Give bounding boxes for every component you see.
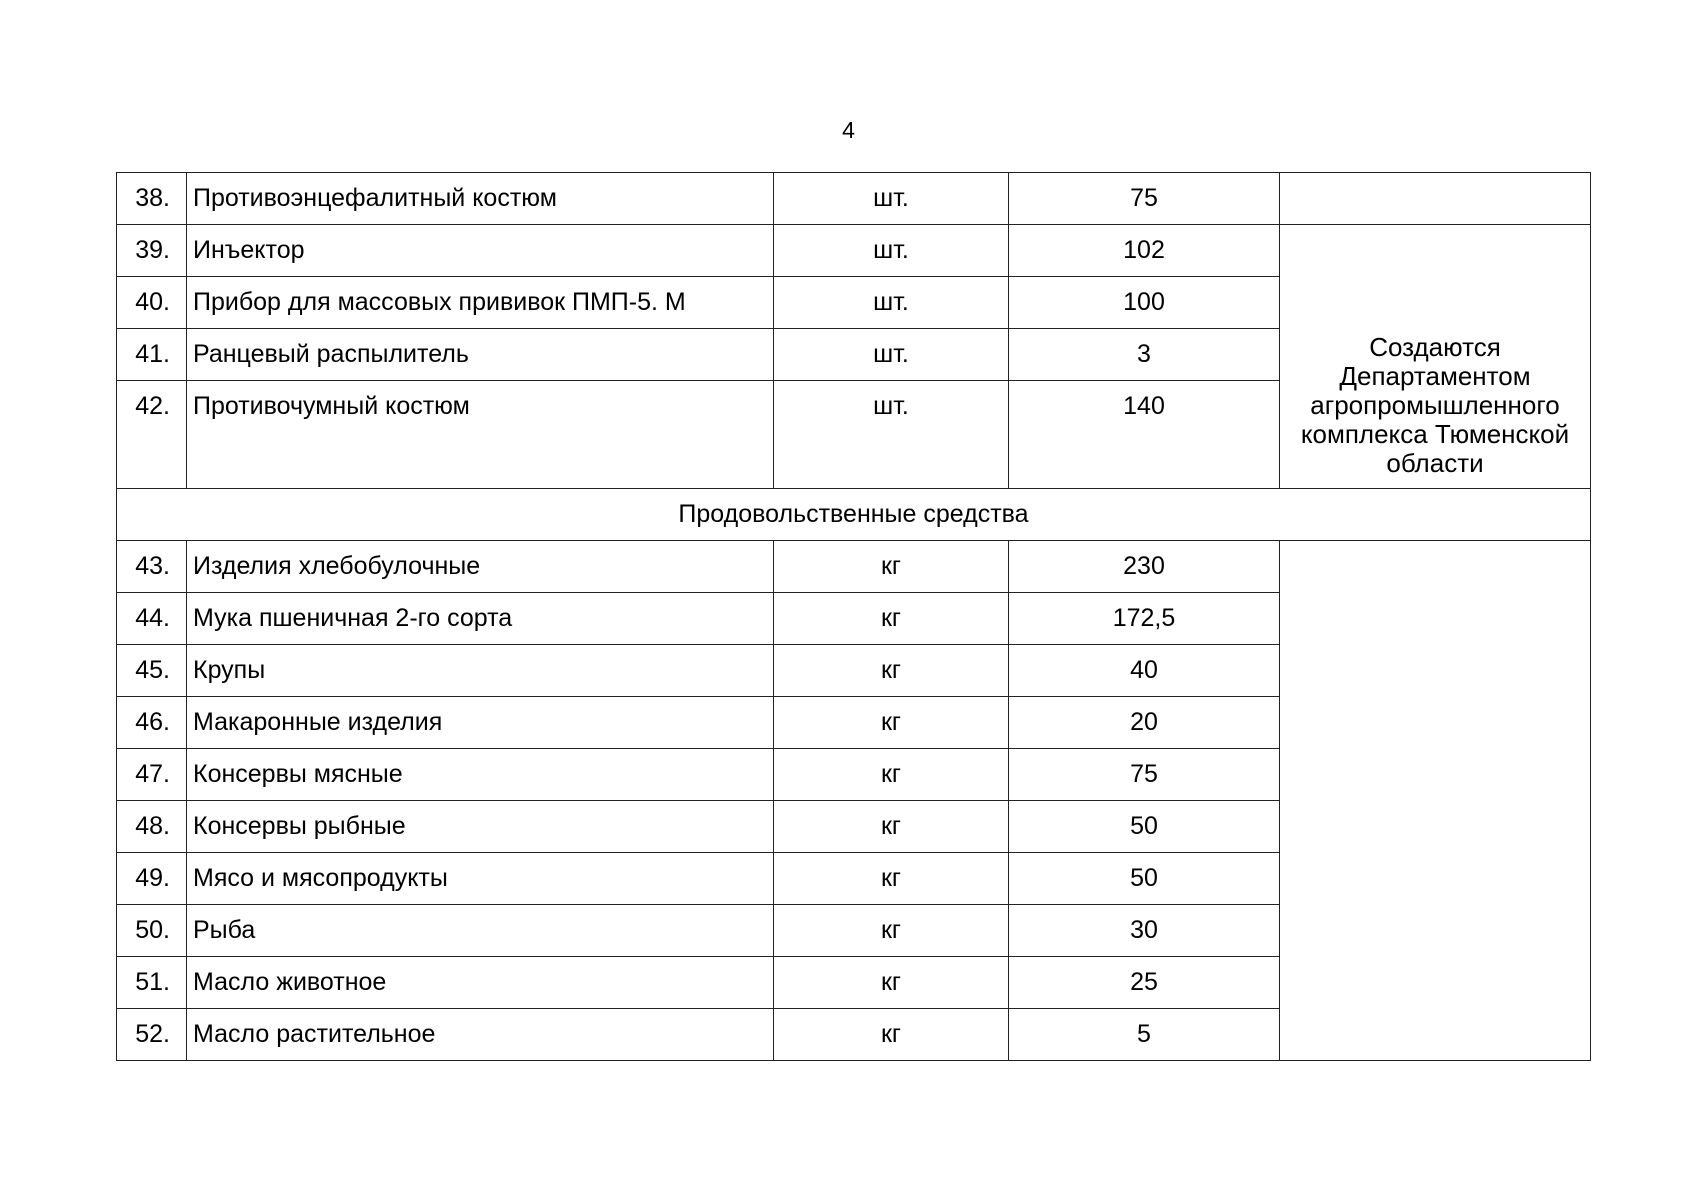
item-unit: шт.	[774, 225, 1009, 277]
item-quantity: 230	[1009, 541, 1280, 593]
item-name: Масло животное	[187, 957, 774, 1009]
item-name: Рыба	[187, 905, 774, 957]
page-number: 4	[842, 117, 855, 143]
row-number: 41.	[117, 329, 187, 381]
item-unit: кг	[774, 905, 1009, 957]
item-unit: кг	[774, 853, 1009, 905]
item-unit: кг	[774, 749, 1009, 801]
item-unit: кг	[774, 801, 1009, 853]
item-name: Ранцевый распылитель	[187, 329, 774, 381]
responsible-note: Создаются Департаментом агропромышленного комплекса Тюменской области	[1280, 225, 1591, 489]
item-unit: шт.	[774, 381, 1009, 489]
row-number: 47.	[117, 749, 187, 801]
item-quantity: 50	[1009, 801, 1280, 853]
row-number: 52.	[117, 1009, 187, 1061]
section-row	[117, 489, 1591, 541]
item-name: Крупы	[187, 645, 774, 697]
item-quantity: 75	[1009, 173, 1280, 225]
item-name: Инъектор	[187, 225, 774, 277]
item-quantity: 20	[1009, 697, 1280, 749]
item-name: Масло растительное	[187, 1009, 774, 1061]
row-number: 46.	[117, 697, 187, 749]
row-number: 43.	[117, 541, 187, 593]
item-unit: кг	[774, 541, 1009, 593]
table-row	[117, 173, 1591, 225]
item-quantity: 40	[1009, 645, 1280, 697]
item-name: Противоэнцефалитный костюм	[187, 173, 774, 225]
item-name: Прибор для массовых прививок ПМП-5. М	[187, 277, 774, 329]
item-quantity: 75	[1009, 749, 1280, 801]
item-unit: кг	[774, 645, 1009, 697]
row-number: 51.	[117, 957, 187, 1009]
row-number: 39.	[117, 225, 187, 277]
item-name: Консервы мясные	[187, 749, 774, 801]
item-unit: кг	[774, 593, 1009, 645]
items-table	[116, 172, 1591, 1061]
row-number: 44.	[117, 593, 187, 645]
note-cell-empty	[1280, 541, 1591, 1061]
row-number: 38.	[117, 173, 187, 225]
item-name: Консервы рыбные	[187, 801, 774, 853]
item-name: Изделия хлебобулочные	[187, 541, 774, 593]
item-name: Макаронные изделия	[187, 697, 774, 749]
row-number: 49.	[117, 853, 187, 905]
note-cell-empty	[1280, 173, 1591, 225]
item-quantity: 30	[1009, 905, 1280, 957]
item-quantity: 100	[1009, 277, 1280, 329]
item-quantity: 172,5	[1009, 593, 1280, 645]
row-number: 42.	[117, 381, 187, 489]
item-name: Мука пшеничная 2-го сорта	[187, 593, 774, 645]
item-quantity: 102	[1009, 225, 1280, 277]
row-number: 50.	[117, 905, 187, 957]
item-quantity: 5	[1009, 1009, 1280, 1061]
item-quantity: 140	[1009, 381, 1280, 489]
row-number: 45.	[117, 645, 187, 697]
row-number: 40.	[117, 277, 187, 329]
table-row	[117, 225, 1591, 277]
item-unit: шт.	[774, 329, 1009, 381]
item-name: Мясо и мясопродукты	[187, 853, 774, 905]
item-unit: шт.	[774, 173, 1009, 225]
item-quantity: 3	[1009, 329, 1280, 381]
row-number: 48.	[117, 801, 187, 853]
item-unit: кг	[774, 697, 1009, 749]
item-unit: кг	[774, 1009, 1009, 1061]
section-title: Продовольственные средства	[117, 489, 1591, 541]
item-unit: кг	[774, 957, 1009, 1009]
item-quantity: 50	[1009, 853, 1280, 905]
item-name: Противочумный костюм	[187, 381, 774, 489]
item-unit: шт.	[774, 277, 1009, 329]
item-quantity: 25	[1009, 957, 1280, 1009]
table-row	[117, 541, 1591, 593]
